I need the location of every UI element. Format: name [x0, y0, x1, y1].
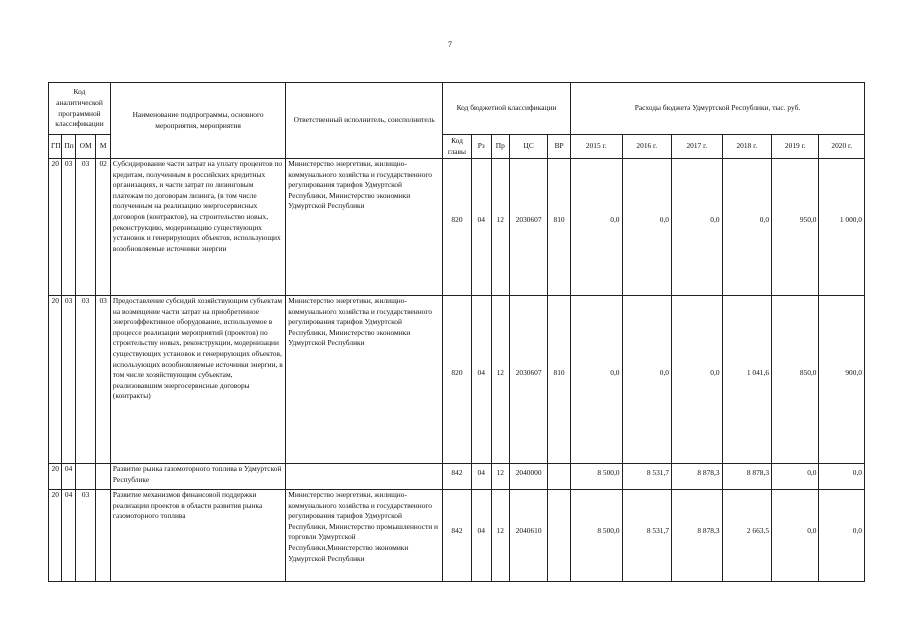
cell-y2015: 0,0	[570, 159, 622, 296]
header-budget-code-group: Код бюджетной классификации	[443, 83, 571, 135]
header-m: М	[96, 135, 110, 159]
header-pr: Пр	[491, 135, 510, 159]
header-year-2015: 2015 г.	[570, 135, 622, 159]
cell-executor: Министерство энергетики, жилищно-коммунального хозяйства и государственного регулирования тарифов Удмуртской Республики, Министерство экономики Удмуртской Республики	[286, 159, 443, 296]
header-expenses-group: Расходы бюджета Удмуртской Республики, тыс. руб.	[570, 83, 864, 135]
cell-y2016: 0,0	[622, 159, 672, 296]
cell-name: Субсидирование части затрат на уплату процентов по кредитам, полученным в российских кредитных организациях, и части затрат по лизинговым платежам по договорам лизинга, (в том числе полученным на реализацию энергосервисных договоров (контрактов), на строительство новых, реконструкцию, модернизацию существующих установок и генерирующих объектов, использующих возобновляемые источники энергии	[110, 159, 285, 296]
cell-rz: 04	[471, 490, 491, 582]
cell-glava: 842	[443, 490, 472, 582]
header-year-2016: 2016 г.	[622, 135, 672, 159]
cell-glava: 820	[443, 296, 472, 464]
cell-pr: 12	[491, 464, 510, 490]
cell-m: 03	[96, 296, 110, 464]
cell-y2019: 950,0	[772, 159, 819, 296]
cell-vr	[548, 464, 571, 490]
cell-y2019: 0,0	[772, 464, 819, 490]
header-year-2019: 2019 г.	[772, 135, 819, 159]
cell-y2019: 0,0	[772, 490, 819, 582]
cell-pr: 12	[491, 159, 510, 296]
cell-y2016: 8 531,7	[622, 464, 672, 490]
cell-om: 03	[75, 490, 96, 582]
cell-y2016: 8 531,7	[622, 490, 672, 582]
cell-y2020: 900,0	[819, 296, 865, 464]
cell-y2016: 0,0	[622, 296, 672, 464]
cell-y2020: 0,0	[819, 490, 865, 582]
table-row	[49, 490, 865, 582]
table-row	[49, 159, 865, 296]
cell-m	[96, 490, 110, 582]
header-om: ОМ	[75, 135, 96, 159]
cell-executor: Министерство энергетики, жилищно-коммунального хозяйства и государственного регулирования тарифов Удмуртской Республики, Министерство экономики Удмуртской Республики	[286, 296, 443, 464]
cell-rz: 04	[471, 159, 491, 296]
cell-pr: 12	[491, 296, 510, 464]
cell-y2017: 8 878,3	[672, 464, 723, 490]
cell-glava: 842	[443, 464, 472, 490]
header-vr: ВР	[548, 135, 571, 159]
cell-executor: Министерство энергетики, жилищно-коммунального хозяйства и государственного регулирования тарифов Удмуртской Республики, Министерство промышленности и торговли Удмуртской Республики,Министерство экономики Удмуртской Республики	[286, 490, 443, 582]
cell-name: Развитие механизмов финансовой поддержки реализации проектов в области развития рынка газомоторного топлива	[110, 490, 285, 582]
cell-pp: 04	[62, 464, 75, 490]
cell-vr: 810	[548, 296, 571, 464]
cell-y2015: 8 500,0	[570, 490, 622, 582]
cell-pr: 12	[491, 490, 510, 582]
cell-y2017: 0,0	[672, 296, 723, 464]
cell-y2015: 8 500,0	[570, 464, 622, 490]
cell-executor	[286, 464, 443, 490]
cell-rz: 04	[471, 464, 491, 490]
cell-y2019: 850,0	[772, 296, 819, 464]
cell-y2020: 1 000,0	[819, 159, 865, 296]
header-executor: Ответственный исполнитель, соисполнитель	[286, 83, 443, 159]
cell-y2017: 0,0	[672, 159, 723, 296]
cell-rz: 04	[471, 296, 491, 464]
header-year-2018: 2018 г.	[722, 135, 772, 159]
cell-m: 02	[96, 159, 110, 296]
cell-gp: 20	[49, 296, 62, 464]
cell-y2018: 0,0	[722, 159, 772, 296]
cell-cs: 2040000	[510, 464, 548, 490]
cell-vr	[548, 490, 571, 582]
cell-gp: 20	[49, 159, 62, 296]
page-number: 7	[448, 40, 452, 49]
header-pp: Пп	[62, 135, 75, 159]
header-year-2020: 2020 г.	[819, 135, 865, 159]
cell-m	[96, 464, 110, 490]
header-cs: ЦС	[510, 135, 548, 159]
cell-gp: 20	[49, 490, 62, 582]
header-glava: Код главы	[443, 135, 472, 159]
cell-cs: 2030607	[510, 159, 548, 296]
cell-pp: 03	[62, 159, 75, 296]
cell-y2018: 1 041,6	[722, 296, 772, 464]
cell-pp: 03	[62, 296, 75, 464]
cell-y2018: 2 663,5	[722, 490, 772, 582]
cell-vr: 810	[548, 159, 571, 296]
cell-om: 03	[75, 159, 96, 296]
cell-y2017: 8 878,3	[672, 490, 723, 582]
cell-om	[75, 464, 96, 490]
cell-cs: 2030607	[510, 296, 548, 464]
header-code-group: Код аналитической программной классификации	[49, 83, 111, 135]
table-row	[49, 464, 865, 490]
cell-y2015: 0,0	[570, 296, 622, 464]
header-year-2017: 2017 г.	[672, 135, 723, 159]
header-gp: ГП	[49, 135, 62, 159]
cell-name: Предоставление субсидий хозяйствующим субъектам на возмещение части затрат на приобретенное энергоэффективное оборудование, используемое в процессе реализации мероприятий (проектов) по строительству новых, реконструкции, модернизации существующих установок и генерирующих объектов, использующих возобновляемые источники энергии, в том числе хозяйствующим субъектам, реализовавшим энергосервисные договоры (контракты)	[110, 296, 285, 464]
cell-glava: 820	[443, 159, 472, 296]
budget-table	[48, 82, 865, 582]
header-name: Наименование подпрограммы, основного мероприятия, мероприятия	[110, 83, 285, 159]
cell-om: 03	[75, 296, 96, 464]
cell-gp: 20	[49, 464, 62, 490]
table-row	[49, 296, 865, 464]
cell-y2020: 0,0	[819, 464, 865, 490]
cell-pp: 04	[62, 490, 75, 582]
cell-cs: 2040610	[510, 490, 548, 582]
header-rz: Рз	[471, 135, 491, 159]
cell-y2018: 8 878,3	[722, 464, 772, 490]
cell-name: Развитие рынка газомоторного топлива в Удмуртской Республике	[110, 464, 285, 490]
